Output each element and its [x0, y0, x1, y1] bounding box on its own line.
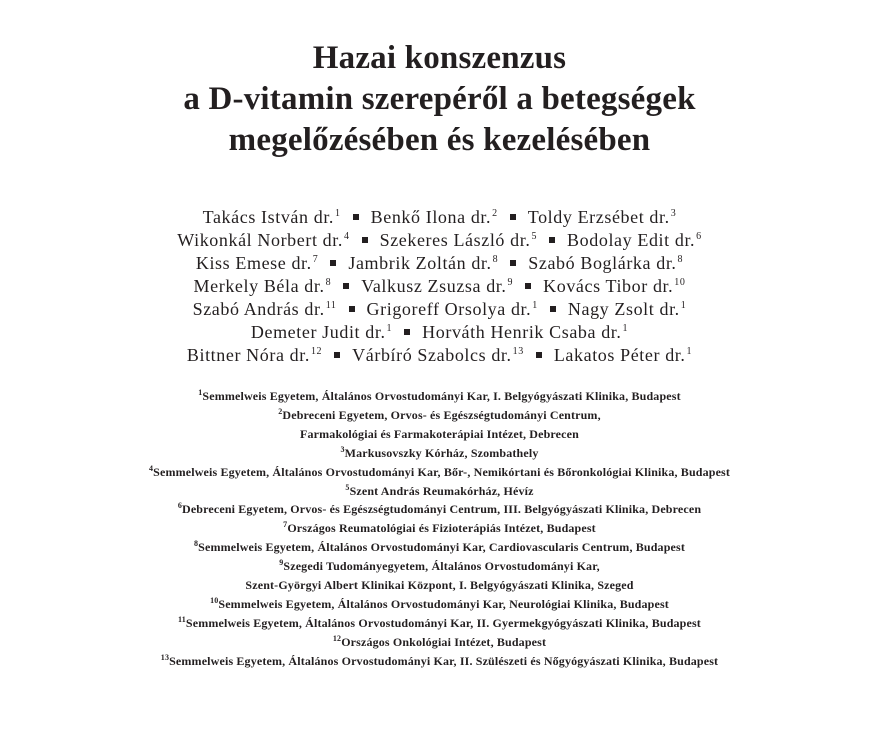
author-list — [0, 206, 879, 367]
author-affiliation-number: 8 — [325, 277, 332, 288]
affiliation-text: Semmelweis Egyetem, Általános Orvostudományi Kar, Cardiovascularis Centrum, Budapest — [198, 540, 685, 555]
affiliation-line — [0, 576, 879, 595]
author-affiliation-number: 8 — [677, 254, 684, 265]
affiliation-text: Szegedi Tudományegyetem, Általános Orvostudományi Kar, — [283, 559, 600, 574]
affiliation-text: Farmakológiai és Farmakoterápiai Intézet, Debrecen — [300, 426, 579, 441]
affiliation-text: Semmelweis Egyetem, Általános Orvostudományi Kar, Neurológiai Klinika, Budapest — [218, 596, 669, 611]
affiliation-text: Szent-Györgyi Albert Klinikai Központ, I. Belgyógyászati Klinika, Szeged — [245, 578, 634, 593]
separator-square-icon — [550, 306, 556, 312]
author-line — [0, 321, 879, 344]
affiliation-text: Szent András Reumakórház, Hévíz — [349, 483, 534, 498]
author-line — [0, 275, 879, 298]
author-name: Várbíró Szabolcs dr. — [352, 345, 512, 365]
author-affiliation-number: 3 — [670, 208, 677, 219]
affiliation-line — [0, 519, 879, 538]
affiliation-number: 11 — [178, 614, 186, 624]
author-affiliation-number: 12 — [310, 346, 323, 357]
affiliation-line — [0, 444, 879, 463]
author-line — [0, 206, 879, 229]
title-line-2: a D-vitamin szerepéről a betegségek — [183, 81, 696, 117]
author-affiliation-number: 1 — [686, 346, 693, 357]
author-name: Demeter Judit dr. — [250, 322, 386, 342]
affiliation-number: 4 — [148, 463, 154, 473]
affiliation-number: 3 — [340, 444, 345, 454]
author-affiliation-number: 10 — [674, 277, 686, 288]
affiliation-line — [0, 557, 879, 576]
affiliation-line — [0, 614, 879, 633]
affiliation-text: Semmelweis Egyetem, Általános Orvostudományi Kar, II. Szülészeti és Nőgyógyászati Klinika, Budapest — [169, 653, 719, 668]
author-affiliation-number: 1 — [335, 208, 341, 219]
affiliation-line — [0, 538, 879, 557]
author-affiliation-number: 1 — [622, 323, 629, 334]
affiliation-text: Országos Reumatológiai és Fizioterápiás Intézet, Budapest — [287, 521, 596, 536]
author-affiliation-number: 5 — [531, 231, 538, 242]
paper-title — [0, 38, 879, 161]
separator-square-icon — [404, 329, 410, 335]
author-name: Wikonkál Norbert dr. — [177, 230, 343, 250]
affiliation-number: 8 — [194, 539, 199, 549]
affiliation-text: Semmelweis Egyetem, Általános Orvostudományi Kar, II. Gyermekgyógyászati Klinika, Budapest — [185, 615, 701, 630]
affiliation-line — [0, 387, 879, 406]
affiliation-text: Debreceni Egyetem, Orvos- és Egészségtudományi Centrum, — [282, 407, 601, 422]
affiliation-text: Semmelweis Egyetem, Általános Orvostudományi Kar, Bőr-, Nemikórtani és Bőronkológiai Klinika, Budapest — [153, 464, 731, 479]
affiliation-line — [0, 652, 879, 671]
author-name: Szabó András dr. — [192, 299, 325, 319]
author-name: Takács István dr. — [202, 207, 335, 227]
author-affiliation-number: 6 — [696, 231, 702, 242]
author-line — [0, 252, 879, 275]
author-name: Horváth Henrik Csaba dr. — [422, 322, 622, 342]
separator-square-icon — [510, 260, 516, 266]
separator-square-icon — [330, 260, 336, 266]
author-affiliation-number: 1 — [386, 323, 393, 334]
separator-square-icon — [510, 214, 516, 220]
author-affiliation-number: 1 — [680, 300, 687, 311]
author-name: Valkusz Zsuzsa dr. — [361, 276, 507, 296]
separator-square-icon — [536, 352, 542, 358]
affiliation-text: Országos Onkológiai Intézet, Budapest — [341, 634, 547, 649]
author-name: Szabó Boglárka dr. — [528, 253, 677, 273]
author-affiliation-number: 11 — [325, 300, 337, 311]
author-affiliation-number: 2 — [492, 208, 498, 219]
affiliation-number: 13 — [160, 652, 170, 662]
separator-square-icon — [353, 214, 359, 220]
affiliation-number: 5 — [345, 482, 350, 492]
title-line-1: Hazai konszenzus — [312, 40, 567, 76]
affiliation-list — [0, 387, 879, 671]
author-line — [0, 344, 879, 367]
affiliation-line — [0, 406, 879, 425]
author-name: Merkely Béla dr. — [193, 276, 325, 296]
separator-square-icon — [362, 237, 368, 243]
author-name: Bittner Nóra dr. — [186, 345, 310, 365]
affiliation-line — [0, 633, 879, 652]
author-name: Kiss Emese dr. — [195, 253, 312, 273]
affiliation-text: Semmelweis Egyetem, Általános Orvostudományi Kar, I. Belgyógyászati Klinika, Budapest — [202, 389, 681, 403]
author-name: Toldy Erzsébet dr. — [527, 207, 670, 227]
author-name: Bodolay Edit dr. — [567, 230, 696, 250]
separator-square-icon — [343, 283, 349, 289]
affiliation-number: 1 — [198, 388, 203, 397]
separator-square-icon — [334, 352, 340, 358]
author-line — [0, 229, 879, 252]
affiliation-line — [0, 500, 879, 519]
author-name: Lakatos Péter dr. — [553, 345, 686, 365]
author-affiliation-number: 9 — [507, 277, 514, 288]
affiliation-line — [0, 425, 879, 444]
author-name: Kovács Tibor dr. — [543, 276, 674, 296]
separator-square-icon — [549, 237, 555, 243]
affiliation-number: 12 — [332, 633, 342, 643]
affiliation-text: Debreceni Egyetem, Orvos- és Egészségtudományi Centrum, III. Belgyógyászati Klinika, Debrecen — [182, 502, 702, 517]
author-affiliation-number: 8 — [492, 254, 499, 265]
author-name: Grigoreff Orsolya dr. — [366, 299, 532, 319]
author-line — [0, 298, 879, 321]
separator-square-icon — [525, 283, 531, 289]
author-name: Nagy Zsolt dr. — [567, 299, 680, 319]
author-name: Benkő Ilona dr. — [370, 207, 492, 227]
affiliation-line — [0, 482, 879, 501]
affiliation-text: Markusovszky Kórház, Szombathely — [344, 445, 539, 460]
affiliation-line — [0, 595, 879, 614]
affiliation-number: 6 — [177, 501, 183, 511]
author-affiliation-number: 1 — [532, 300, 538, 311]
author-name: Szekeres László dr. — [379, 230, 531, 250]
title-line-3: megelőzésében és kezelésében — [228, 122, 651, 158]
author-affiliation-number: 4 — [343, 231, 350, 242]
author-name: Jambrik Zoltán dr. — [348, 253, 492, 273]
affiliation-number: 7 — [283, 520, 288, 530]
affiliation-number: 2 — [278, 406, 283, 416]
author-affiliation-number: 13 — [512, 346, 524, 357]
affiliation-number: 9 — [279, 558, 284, 568]
separator-square-icon — [349, 306, 355, 312]
affiliation-number: 10 — [210, 595, 219, 605]
affiliation-line — [0, 463, 879, 482]
author-affiliation-number: 7 — [312, 254, 319, 265]
